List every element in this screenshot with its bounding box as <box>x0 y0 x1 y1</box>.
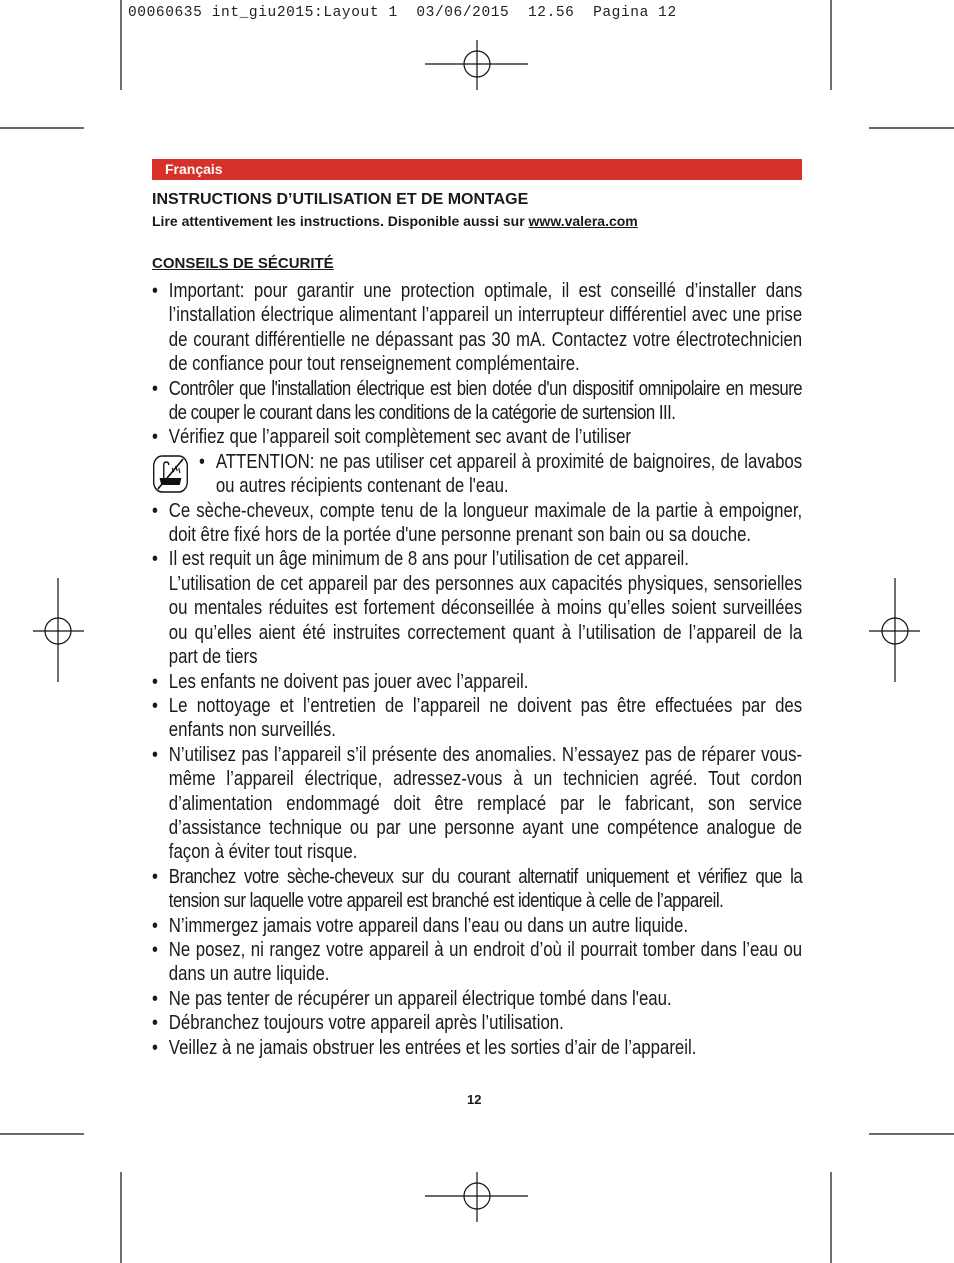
website-link[interactable]: www.valera.com <box>528 213 638 229</box>
list-item: • Contrôler que l'installation électrique est bien dotée d'un dispositif omnipolaire en mesure de couper le courant dans les conditions de la catégorie de surtension III. <box>152 377 802 426</box>
warning-text: ATTENTION: ne pas utiliser cet appareil à proximité de baignoires, de lavabos ou autres récipients contenant de l'eau. <box>215 450 803 498</box>
list-item: • Ne posez, ni rangez votre appareil à un endroit d’où il pourrait tomber dans l’eau ou dans un autre liquide. <box>152 938 802 987</box>
list-item: • Il est requit un âge minimum de 8 ans pour l’utilisation de cet appareil. <box>152 547 802 571</box>
registration-mark-icon <box>425 40 528 90</box>
list-item: • Branchez votre sèche-cheveux sur du courant alternatif uniquement et vérifiez que la tension sur laquelle votre appareil est branché est identique à celle de l’appareil. <box>152 865 802 914</box>
list-item: • Veillez à ne jamais obstruer les entrées et les sorties d’air de l’appareil. <box>152 1036 802 1060</box>
safety-instructions-list <box>152 279 802 1060</box>
document-subtitle <box>152 213 638 229</box>
registration-mark-icon <box>33 578 84 682</box>
language-bar <box>152 159 802 180</box>
list-item: • Les enfants ne doivent pas jouer avec l’appareil. <box>152 670 802 694</box>
list-item: • N’utilisez pas l’appareil s’il présente des anomalies. N’essayez pas de réparer vous-même l’appareil électrique, adressez-vous à un technicien agréé. Tout cordon d’alimentation endommagé doit être remplacé par le fabricant, son service d’assistance technique ou par une personne ayant une compétence analogue de façon à éviter tout risque. <box>152 743 802 865</box>
list-item: • Débranchez toujours votre appareil après l’utilisation. <box>152 1011 802 1035</box>
section-title: CONSEILS DE SÉCURITÉ <box>152 255 334 272</box>
list-item-continuation: L’utilisation de cet appareil par des personnes aux capacités physiques, sensorielles ou mentales réduites est fortement déconseillée à moins qu’elles soient surveillées ou qu’elles aient été instruites correctement quant à l’utilisation de l’appareil de la part de tiers <box>168 572 803 669</box>
list-item: • N’immergez jamais votre appareil dans l’eau ou dans un autre liquide. <box>152 914 802 938</box>
list-item: • Ce sèche-cheveux, compte tenu de la longueur maximale de la partie à empoigner, doit être fixé hors de la portée d'une personne prenant son bain ou sa douche. <box>152 499 802 548</box>
warning-item <box>152 450 802 499</box>
list-item: • Ne pas tenter de récupérer un appareil électrique tombé dans l'eau. <box>152 987 802 1011</box>
subtitle-text: Lire attentivement les instructions. Disponible aussi sur <box>152 213 529 229</box>
print-slug: 00060635 int_giu2015:Layout 1 03/06/2015 12.56 Pagina 12 <box>128 5 677 21</box>
registration-mark-icon <box>869 578 920 682</box>
list-item: • Vérifiez que l’appareil soit complètement sec avant de l’utiliser <box>152 425 802 449</box>
no-bath-icon <box>152 454 189 494</box>
registration-mark-icon <box>425 1172 528 1222</box>
page-number: 12 <box>467 1092 482 1107</box>
list-item: • Le nottoyage et l’entretien de l’appareil ne doivent pas être effectuées par des enfants non surveillés. <box>152 694 802 743</box>
document-title: INSTRUCTIONS D’UTILISATION ET DE MONTAGE <box>152 191 529 208</box>
language-label: Français <box>165 161 223 177</box>
list-item: • Important: pour garantir une protection optimale, il est conseillé d’installer dans l’installation électrique alimentant l’appareil un interrupteur différentiel avec une prise de courant différentielle ne dépassant pas 30 mA. Contactez votre électrotechnicien de confiance pour tout renseignement complémentaire. <box>152 279 802 377</box>
